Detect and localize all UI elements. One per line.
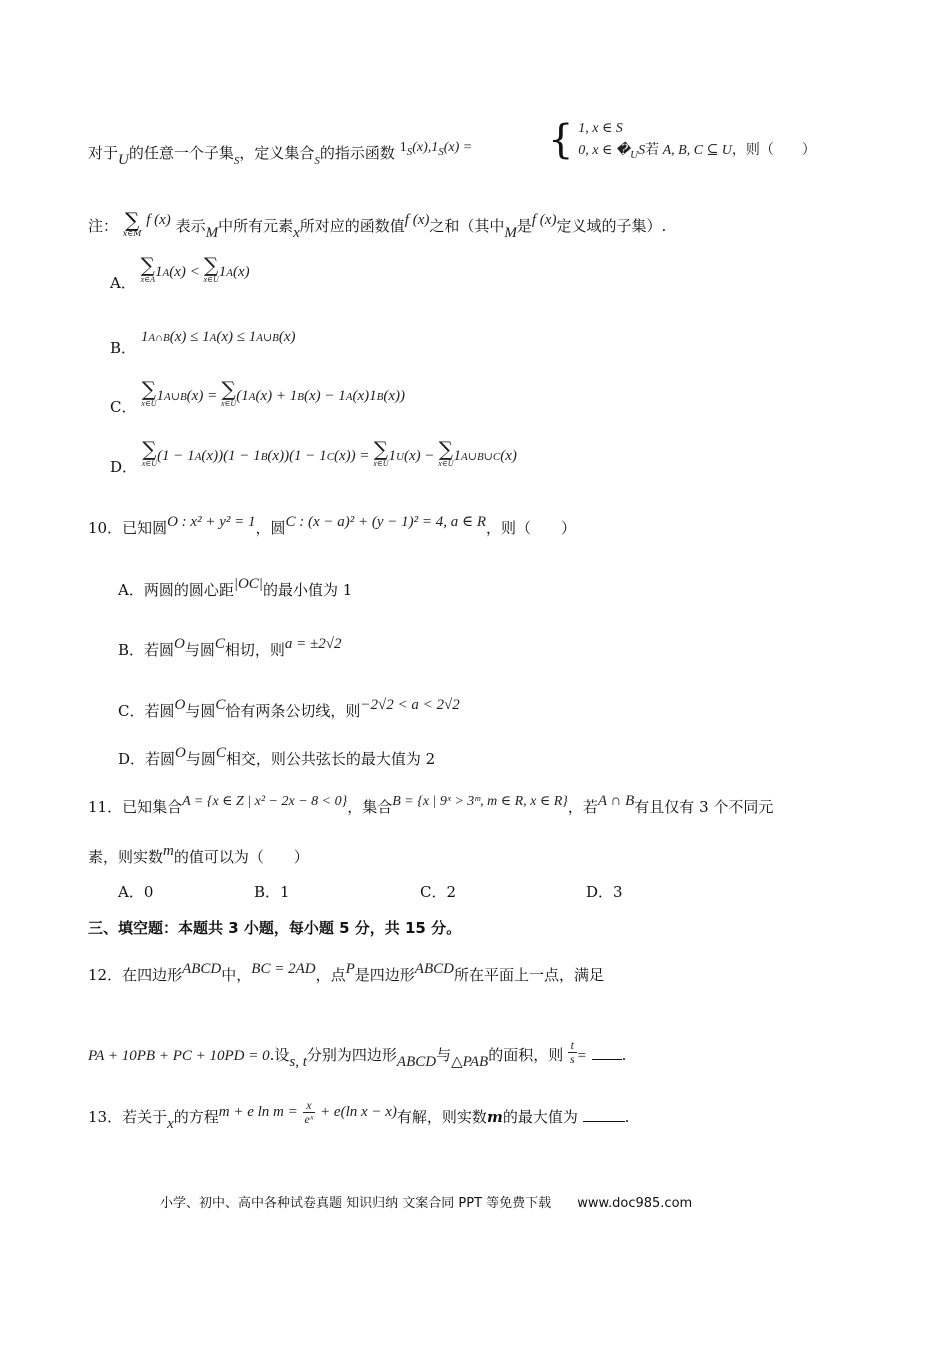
q11-option-d: D．3 (586, 883, 623, 901)
brace-icon: { (548, 117, 574, 163)
q10-option-a: A．两圆的圆心距|OC|的最小值为 1 (118, 576, 353, 599)
q9-option-c: C． ∑ x∈U 1A∪B(x) = ∑ x∈U (1A(x) + 1B(x) − 1A(x)1B(x)) (110, 377, 406, 416)
q13-stem: 13．若关于x的方程m + e ln m = $\frac{x}{\text{eˣ}}$ + e(ln x − x)有解，则实数m的最大值为 . (88, 1097, 630, 1132)
q9-option-d: D． ∑ x∈U (1 − 1A(x))(1 − 1B(x))(1 − 1C(x)) = ∑ x∈U 1U(x) − ∑ x∈U 1A∪B∪C(x) (110, 437, 517, 476)
q10-option-b: B．若圆O与圆C相切，则a = ±2√2 (118, 636, 342, 659)
q11-option-a: A．0 (118, 883, 154, 901)
page-footer (160, 1192, 692, 1211)
q11-option-c: C．2 (420, 883, 457, 901)
q9-option-a: A． ∑ x∈A 1A(x) < ∑ x∈U 1A(x) (110, 253, 250, 292)
q11-stem: 11．已知集合A = {x ∈ Z | x² − 2x − 8 < 0}，集合B = {x | 9ˣ > 3ᵐ, m ∈ R, x ∈ R}，若A ∩ B有且仅有 3 个不同元 (88, 793, 774, 816)
section-3-heading: 三、填空题：本题共 3 小题，每小题 5 分，共 15 分。 (88, 919, 462, 937)
footer-site-link[interactable]: www.doc985.com (577, 1196, 693, 1211)
q9-cases: { 1, x ∈ S 0, x ∈ $�_US$若 A, B, C ⊆ U，则（ ） (548, 117, 816, 163)
q9-option-b: B． 1A∩B(x) ≤ 1A(x) ≤ 1A∪B(x) (110, 329, 296, 357)
q9-note: 注： ∑ x∈M f (x) 表示M中所有元素x所对应的函数值f (x)之和（其中M是f (x)定义域的子集）. (88, 208, 667, 241)
q10-option-d: D．若圆O与圆C相交，则公共弦长的最大值为 2 (118, 745, 436, 768)
footer-text: 小学、初中、高中各种试卷真题 知识归纳 文案合同 PPT 等免费下载 (160, 1196, 552, 1211)
q12-stem-line2: PA + 10PB + PC + 10PD = 0.设s, t分别为四边形ABCD与△PAB的面积，则 $\frac{t}{s}$ = . (88, 1037, 627, 1070)
q12-stem: 12．在四边形ABCD中，BC = 2AD，点P是四边形ABCD所在平面上一点，满足 (88, 961, 604, 984)
q11-option-b: B．1 (254, 883, 290, 901)
q10-option-c: C．若圆O与圆C恰有两条公切线，则−2√2 < a < 2√2 (118, 697, 460, 720)
q10-stem: 10．已知圆O : x² + y² = 1，圆C : (x − a)² + (y − 1)² = 4, a ∈ R，则（ ） (88, 514, 577, 537)
q12-answer-blank[interactable] (592, 1059, 622, 1060)
q11-stem-line2: 素，则实数m的值可以为（ ） (88, 843, 309, 866)
q13-answer-blank[interactable] (583, 1121, 625, 1122)
q9-intro: 对于U的任意一个子集$_S$，定义集合$_S$的指示函数 $1_S(x),1_S(x)$ = (88, 140, 473, 168)
